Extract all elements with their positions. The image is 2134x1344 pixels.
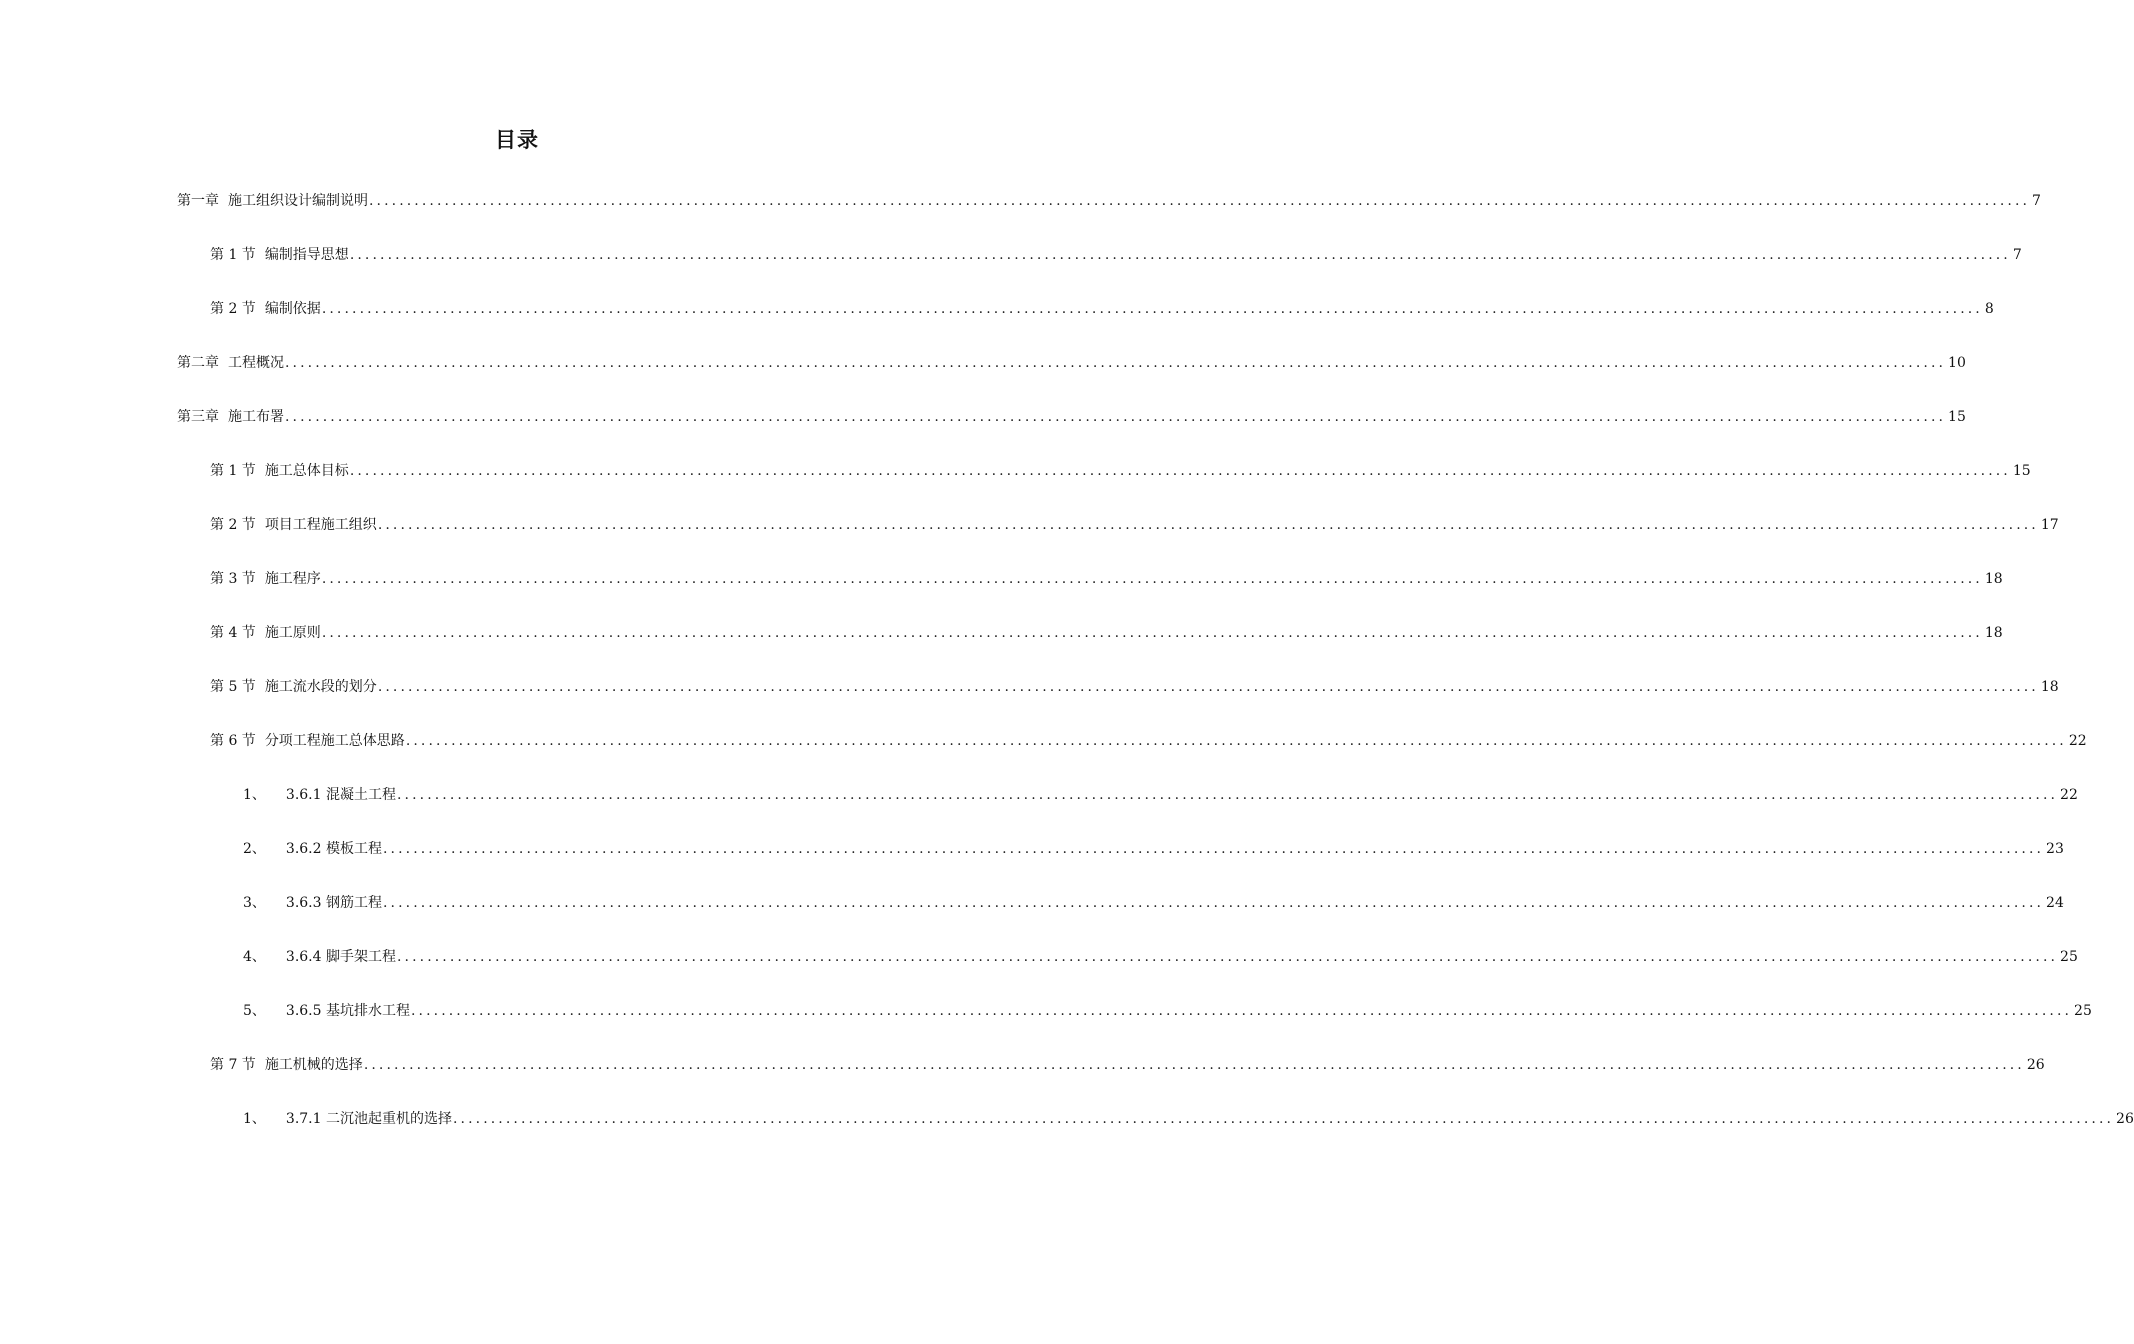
toc-entry-page-number: 22: [2060, 787, 2078, 803]
toc-dot-leader: ............................................................................................................................................................................................................................: [369, 193, 2031, 209]
toc-dot-leader: ............................................................................................................................................................................................................................: [321, 301, 1983, 317]
toc-entry-page-number: 25: [2060, 949, 2078, 965]
toc-entry[interactable]: [210, 288, 1994, 318]
toc-dot-leader: ............................................................................................................................................................................................................................: [383, 841, 2045, 857]
toc-dot-leader: ............................................................................................................................................................................................................................: [321, 571, 1983, 587]
toc-dot-leader: ............................................................................................................................................................................................................................: [383, 895, 2045, 911]
toc-entry-number: 第 5 节: [210, 679, 256, 695]
toc-entry-title: 3.6.1 混凝土工程: [285, 787, 396, 803]
toc-dot-leader: ............................................................................................................................................................................................................................: [377, 679, 2039, 695]
toc-entry-title: 施工程序: [264, 571, 321, 587]
toc-entry-title: 施工流水段的划分: [264, 679, 377, 695]
toc-entry-title: 分项工程施工总体思路: [264, 733, 405, 749]
toc-entry[interactable]: [210, 666, 2059, 696]
toc-dot-leader: ............................................................................................................................................................................................................................: [397, 949, 2059, 965]
toc-entry-page-number: 17: [2040, 517, 2059, 533]
toc-entry[interactable]: [177, 180, 2041, 210]
toc-entry-title: 编制依据: [264, 301, 321, 317]
toc-entry-title: 3.6.4 脚手架工程: [285, 949, 396, 965]
toc-entry[interactable]: [243, 936, 2078, 966]
toc-entry[interactable]: [210, 720, 2087, 750]
toc-entry-title: 3.6.5 基坑排水工程: [285, 1003, 410, 1019]
toc-entry-title: 3.6.2 模板工程: [285, 841, 382, 857]
toc-entry-number: 第 3 节: [210, 571, 256, 587]
toc-dot-leader: ............................................................................................................................................................................................................................: [285, 355, 1947, 371]
toc-entry-number: 第一章: [177, 193, 219, 209]
toc-entry-page-number: 23: [2046, 841, 2064, 857]
toc-entry[interactable]: [210, 612, 2003, 642]
toc-entry-number: 第 6 节: [210, 733, 256, 749]
toc-entry-number: 第 2 节: [210, 517, 256, 533]
toc-dot-leader: ............................................................................................................................................................................................................................: [453, 1111, 2115, 1127]
toc-entry-page-number: 18: [2040, 679, 2059, 695]
toc-dot-leader: ............................................................................................................................................................................................................................: [411, 1003, 2073, 1019]
toc-dot-leader: ............................................................................................................................................................................................................................: [363, 1057, 2025, 1073]
toc-entry-title: 施工布署: [228, 409, 284, 425]
toc-entry-page-number: 8: [1984, 301, 1994, 317]
toc-entry[interactable]: [243, 1098, 2134, 1128]
toc-entry-page-number: 24: [2046, 895, 2064, 911]
toc-entry[interactable]: [243, 882, 2064, 912]
toc-entry[interactable]: [210, 450, 2031, 480]
toc-entry-number: 第 1 节: [210, 247, 256, 263]
toc-dot-leader: ............................................................................................................................................................................................................................: [349, 463, 2011, 479]
toc-dot-leader: ............................................................................................................................................................................................................................: [405, 733, 2067, 749]
toc-entry-page-number: 18: [1984, 625, 2003, 641]
toc-dot-leader: ............................................................................................................................................................................................................................: [349, 247, 2011, 263]
toc-entry[interactable]: [177, 396, 1966, 426]
toc-entry-title: 编制指导思想: [264, 247, 349, 263]
toc-entry-number: 第 1 节: [210, 463, 256, 479]
toc-entry-title: 施工原则: [264, 625, 321, 641]
toc-entry-title: 3.7.1 二沉池起重机的选择: [285, 1111, 452, 1127]
toc-entry-title: 施工总体目标: [264, 463, 349, 479]
toc-entry-page-number: 26: [2116, 1111, 2134, 1127]
toc-dot-leader: ............................................................................................................................................................................................................................: [321, 625, 1983, 641]
toc-entry-number: 5、: [243, 1003, 266, 1019]
toc-dot-leader: ............................................................................................................................................................................................................................: [285, 409, 1947, 425]
toc-entry-page-number: 15: [2012, 463, 2031, 479]
toc-entry-number: 第 2 节: [210, 301, 256, 317]
toc-entry-page-number: 22: [2068, 733, 2087, 749]
toc-title: 目录: [495, 128, 539, 152]
toc-entry-page-number: 18: [1984, 571, 2003, 587]
toc-dot-leader: ............................................................................................................................................................................................................................: [377, 517, 2039, 533]
toc-entry-number: 2、: [243, 841, 266, 857]
toc-entry-number: 1、: [243, 1111, 266, 1127]
toc-entry-number: 第二章: [177, 355, 219, 371]
toc-entry[interactable]: [210, 1044, 2045, 1074]
toc-entry-title: 施工组织设计编制说明: [228, 193, 368, 209]
toc-entry-page-number: 10: [1948, 355, 1966, 371]
toc-entry-title: 3.6.3 钢筋工程: [285, 895, 382, 911]
toc-entry-number: 第 4 节: [210, 625, 256, 641]
toc-entry[interactable]: [210, 234, 2022, 264]
toc-entry-number: 第 7 节: [210, 1057, 256, 1073]
toc-entry-page-number: 7: [2012, 247, 2022, 263]
toc-entry-number: 3、: [243, 895, 266, 911]
toc-entry-title: 施工机械的选择: [264, 1057, 363, 1073]
toc-entry[interactable]: [243, 774, 2078, 804]
toc-entry[interactable]: [210, 504, 2059, 534]
toc-entry[interactable]: [177, 342, 1966, 372]
toc-entry-page-number: 25: [2074, 1003, 2092, 1019]
toc-dot-leader: ............................................................................................................................................................................................................................: [397, 787, 2059, 803]
toc-entry[interactable]: [210, 558, 2003, 588]
toc-entry-page-number: 15: [1948, 409, 1966, 425]
toc-entry-number: 4、: [243, 949, 266, 965]
toc-entry-number: 第三章: [177, 409, 219, 425]
toc-entry-number: 1、: [243, 787, 266, 803]
toc-entry-page-number: 26: [2026, 1057, 2045, 1073]
toc-entry-title: 项目工程施工组织: [264, 517, 377, 533]
toc-entry-page-number: 7: [2032, 193, 2041, 209]
toc-entry[interactable]: [243, 990, 2092, 1020]
toc-entry-title: 工程概况: [228, 355, 284, 371]
toc-entry[interactable]: [243, 828, 2064, 858]
